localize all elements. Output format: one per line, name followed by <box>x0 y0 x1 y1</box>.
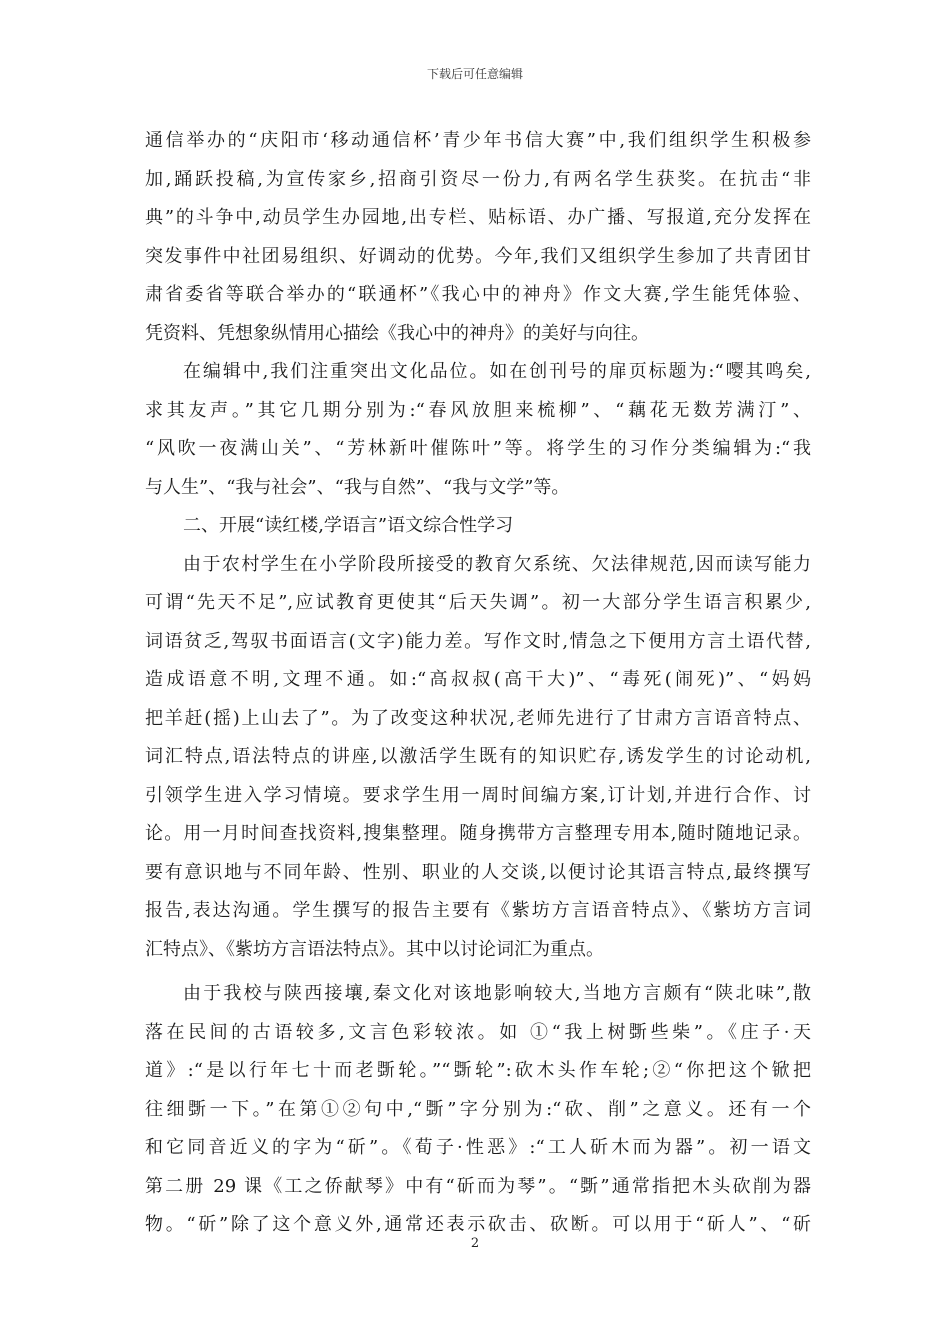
text-line: 求其友声。”其它几期分别为:“春风放胆来梳柳”、“藕花无数芳满汀”、 <box>145 399 811 421</box>
text-line: 往细斲一下。”在第①②句中,“斲”字分别为:“砍、削”之意义。还有一个 <box>145 1098 811 1120</box>
text-line: 引领学生进入学习情境。要求学生用一周时间编方案,订计划,并进行合作、讨 <box>145 784 811 806</box>
text-line: 凭资料、凭想象纵情用心描绘《我心中的神舟》的美好与向往。 <box>145 322 649 344</box>
text-line: 典”的斗争中,动员学生办园地,出专栏、贴标语、办广播、写报道,充分发挥在 <box>145 207 811 228</box>
text-line: 把羊赶(摇)上山去了”。为了改变这种状况,老师先进行了甘肃方言语音特点、 <box>145 707 811 729</box>
paragraph-editing <box>145 353 811 507</box>
page-header-note: 下载后可任意编辑 <box>426 67 523 81</box>
text-line: 由于农村学生在小学阶段所接受的教育欠系统、欠法律规范,因而读写能力 <box>183 553 811 575</box>
text-line: 词汇特点,语法特点的讲座,以激活学生既有的知识贮存,诱发学生的讨论动机, <box>145 746 811 767</box>
text-line: 造成语意不明,文理不通。如:“高叔叔(高干大)”、“毒死(闹死)”、“妈妈 <box>145 669 811 690</box>
text-line: 报告,表达沟通。学生撰写的报告主要有《紫坊方言语音特点》、《紫坊方言词 <box>145 900 811 921</box>
text-line: 在编辑中,我们注重突出文化品位。如在创刊号的扉页标题为:“嘤其鸣矣, <box>183 361 811 382</box>
section-heading <box>145 507 811 546</box>
text-line: 与人生”、“我与社会”、“我与自然”、“我与文学”等。 <box>145 476 570 498</box>
text-line: 汇特点》、《紫坊方言语法特点》。其中以讨论词汇为重点。 <box>145 938 604 960</box>
text-line: 加,踊跃投稿,为宣传家乡,招商引资尽一份力,有两名学生获奖。在抗击“非 <box>145 168 811 190</box>
paragraph-qin-culture <box>145 975 811 1245</box>
text-line: 肃省委省等联合举办的“联通杯”《我心中的神舟》作文大赛,学生能凭体验、 <box>145 284 811 305</box>
text-line: 突发事件中社团易组织、好调动的优势。今年,我们又组织学生参加了共青团甘 <box>145 245 811 267</box>
text-line: 落在民间的古语较多,文言色彩较浓。如 ①“我上树斲些柴”。《庄子·天 <box>145 1021 811 1043</box>
text-line: 词语贫乏,驾驭书面语言(文字)能力差。写作文时,情急之下便用方言土语代替, <box>145 630 811 652</box>
document-body <box>145 122 811 1245</box>
text-line: 第二册 29 课《工之侨献琴》中有“斫而为琴”。“斲”通常指把木头砍削为器 <box>145 1175 811 1197</box>
text-line: 和它同音近义的字为“斫”。《荀子·性恶》:“工人斫木而为器”。初一语文 <box>145 1137 811 1158</box>
text-line: “风吹一夜满山关”、“芳林新叶催陈叶”等。将学生的习作分类编辑为:“我 <box>145 438 811 459</box>
paragraph-dialect-study <box>145 546 811 970</box>
text-line: 由于我校与陕西接壤,秦文化对该地影响较大,当地方言颇有“陕北味”,散 <box>183 983 811 1004</box>
text-line: 论。用一月时间查找资料,搜集整理。随身携带方言整理专用本,随时随地记录。 <box>145 823 811 844</box>
text-line: 通信举办的“庆阳市‘移动通信杯’青少年书信大赛”中,我们组织学生积极参 <box>145 130 811 151</box>
text-line: 物。“斫”除了这个意义外,通常还表示砍击、砍断。可以用于“斫人”、“斫 <box>145 1214 811 1235</box>
section-heading-text: 二、开展“读红楼,学语言”语文综合性学习 <box>183 515 514 536</box>
page-number: 2 <box>470 1236 480 1251</box>
text-line: 要有意识地与不同年龄、性别、职业的人交谈,以便讨论其语言特点,最终撰写 <box>145 861 811 883</box>
paragraph-continuation <box>145 122 811 353</box>
text-line: 道》:“是以行年七十而老斲轮。”“斲轮”:砍木头作车轮;②“你把这个锨把 <box>145 1060 811 1081</box>
text-line: 可谓“先天不足”,应试教育更使其“后天失调”。初一大部分学生语言积累少, <box>145 592 811 613</box>
